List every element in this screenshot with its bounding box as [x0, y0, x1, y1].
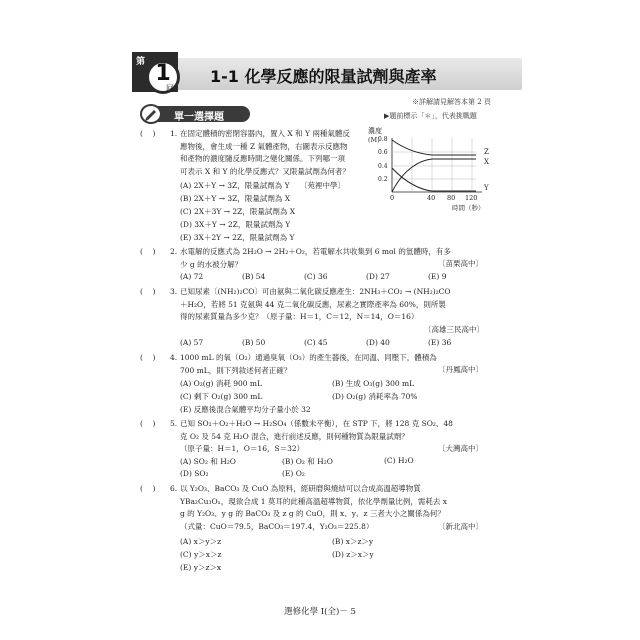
question-line: 已知尿素〔(NH₂)₂CO〕可由氨與二氧化碳反應產生：2NH₃＋CO₂ → (NH₂)₂CO [180, 287, 451, 296]
option-d[interactable]: (D) z＞x＞y [332, 550, 374, 559]
question-number: 4. [170, 353, 178, 362]
curve-x [392, 140, 476, 155]
question-line: （原子量：H＝1，O＝16，S＝32） [180, 444, 305, 453]
answer-blank[interactable]: ( ) [140, 419, 156, 428]
question-source: 〔苗栗高中〕 [438, 259, 483, 268]
graph-yunit: (M) [368, 136, 380, 144]
option-d[interactable]: (D) 27 [366, 272, 390, 281]
series-label-y: Y [484, 184, 489, 192]
question-line: 水電解的反應式為 2H₂O → 2H₂＋O₂，若電解水共收集到 6 mol 的氫體時，有多 [180, 247, 451, 256]
xtick: 80 [447, 194, 456, 202]
option-a[interactable]: (A) 57 [180, 338, 204, 347]
question-line: 少 g 的水被分解？ [180, 259, 243, 269]
ytick: 0.4 [378, 163, 388, 170]
challenge-note: ▶題前標示「＊」，代表挑戰題 [384, 112, 477, 120]
question-source: 〔大灣高中〕 [438, 444, 483, 453]
section-tag [140, 104, 260, 124]
question-source: 〔苑裡中學〕 [300, 181, 345, 190]
xtick: 0 [390, 194, 395, 202]
page-title: 1-1 化學反應的限量試劑與產率 [210, 67, 437, 86]
ytick: 0.6 [378, 149, 388, 156]
chapter-badge [132, 52, 184, 98]
page-footer: 選修化學 I(全)－ 5 [284, 607, 356, 617]
question-source: 〔高雄三民高中〕 [424, 325, 484, 334]
ytick: 0.2 [378, 176, 388, 183]
answer-blank[interactable]: ( ) [140, 484, 156, 493]
option-b[interactable]: (B) 生成 O₃(g) 300 mL [332, 379, 415, 388]
series-label-z: Z [484, 148, 489, 156]
option-b[interactable]: (B) 2X＋Y → 3Z，限量試劑為 X [180, 194, 291, 203]
option-b[interactable]: (B) O₂ 和 H₂O [282, 457, 333, 466]
question-line: 和產物的濃度隨反應時間之變化關係。下列哪一項 [180, 154, 345, 163]
chapter-prefix: 第 [136, 57, 146, 67]
pencil-icon [140, 104, 162, 124]
graph-ylabel: 濃度 [368, 127, 382, 135]
option-e[interactable]: (E) 3X＋2Y → 2Z，限量試劑為 Y [180, 233, 295, 242]
option-d[interactable]: (D) O₂(g) 消耗率為 70% [332, 392, 418, 401]
option-c[interactable]: (C) 45 [304, 338, 328, 347]
question-number: 2. [170, 247, 178, 256]
question-line: 以 Y₂O₃、BaCO₃ 及 CuO 為原料，經研磨與燒結可以合成高溫超導物質 [180, 484, 421, 493]
option-a[interactable]: (A) x＞y＞z [180, 537, 222, 546]
question-source: 〔新北高中〕 [438, 522, 483, 531]
chapter-suffix: 回 [166, 84, 174, 93]
option-d[interactable]: (D) 40 [366, 338, 390, 347]
question-line: 可表示 X 和 Y 的化學反應式？又限量試劑為何者？ [180, 166, 350, 176]
graph-xlabel: 時間（秒） [452, 204, 485, 212]
answer-reference-note: ※詳解請見解答本第 2 頁 [412, 98, 491, 106]
option-c[interactable]: (C) 36 [304, 272, 328, 281]
question-line: （式量：CuO＝79.5，BaCO₃＝197.4，Y₂O₃＝225.8） [180, 521, 374, 531]
ytick: 0.8 [378, 136, 388, 143]
question-number: 6. [170, 484, 178, 493]
curve-y [392, 168, 476, 191]
question-line: g 的 Y₂O₃、y g 的 BaCO₃ 及 z g 的 CuO，則 x、y、z 三者大小之關係為何？ [180, 509, 445, 518]
question-line: 得的尿素質量為多少克？（原子量：H＝1，C＝12，N＝14，O＝16） [180, 312, 419, 321]
question-line: 700 mL，則下列敘述何者正確？ [180, 365, 292, 375]
answer-blank[interactable]: ( ) [140, 129, 156, 138]
option-c[interactable]: (C) H₂O [384, 456, 414, 465]
option-b[interactable]: (B) 50 [242, 338, 266, 347]
answer-blank[interactable]: ( ) [140, 247, 156, 256]
xtick: 120 [465, 194, 478, 202]
question-source: 〔丹鳳高中〕 [438, 365, 483, 374]
xtick: 40 [427, 194, 436, 202]
option-a[interactable]: (A) SO₂ 和 H₂O [180, 457, 236, 466]
curve-z [392, 159, 476, 192]
answer-blank[interactable]: ( ) [140, 353, 156, 362]
question-number: 1. [170, 129, 178, 138]
question-line: 應物後，會生成一種 Z 氣體產物，右圖表示反應物 [180, 141, 348, 151]
option-d[interactable]: (D) 3X＋Y → 2Z，限量試劑為 Y [180, 220, 291, 229]
option-c[interactable]: (C) 2X＋3Y → 2Z，限量試劑為 X [180, 207, 296, 216]
option-e[interactable]: (E) O₂ [282, 469, 305, 478]
series-label-x: X [484, 158, 489, 166]
question-line: 在固定體積的密閉容器內，置入 X 和 Y 兩種氣體反 [180, 129, 350, 138]
option-e[interactable]: (E) y＞z＞x [180, 563, 222, 572]
question-text [180, 286, 502, 324]
chapter-number: 1 [155, 61, 171, 86]
option-d[interactable]: (D) SO₂ [180, 469, 209, 478]
question-number: 5. [170, 419, 178, 428]
option-e[interactable]: (E) 9 [428, 272, 447, 281]
option-a[interactable]: (A) 72 [180, 272, 204, 281]
question-line: 1000 mL 的氧（O₂）通過臭氧（O₃）的產生器後，在同溫、同壓下，體積為 [180, 353, 437, 362]
option-c[interactable]: (C) y＞x＞z [180, 550, 222, 559]
question-line: YBa₂Cu₃Oₓ，現欲合成 1 莫耳的此種高溫超導物質，依化學劑量比例，需耗去 x [180, 496, 447, 506]
answer-blank[interactable]: ( ) [140, 287, 156, 296]
option-e[interactable]: (E) 36 [428, 338, 452, 347]
option-a[interactable]: (A) O₂(g) 消耗 900 mL [180, 379, 263, 388]
question-line: 已知 SO₂＋O₂＋H₂O → H₂SO₄（係數未平衡），在 STP 下，將 128 克 SO₂、48 [180, 419, 453, 428]
option-b[interactable]: (B) x＞z＞y [332, 537, 374, 546]
option-b[interactable]: (B) 54 [242, 272, 266, 281]
question-number: 3. [170, 287, 178, 296]
option-e[interactable]: (E) 反應後混合氣體平均分子量小於 32 [180, 405, 311, 414]
option-c[interactable]: (C) 剩下 O₂(g) 300 mL [180, 392, 263, 401]
option-a[interactable]: (A) 2X＋Y → 3Z，限量試劑為 Y [180, 181, 290, 190]
section-label: 單一選擇題 [174, 112, 224, 123]
chapter-header [132, 52, 522, 92]
question-line: ＋H₂O，若將 51 克氨與 44 克二氧化碳反應，尿素之實際產率為 60%，則所製 [180, 299, 446, 309]
concentration-time-graph [366, 128, 504, 212]
question-line: 克 O₂ 及 54 克 H₂O 混合，進行前述反應，則何種物質為限量試劑？ [180, 431, 409, 441]
